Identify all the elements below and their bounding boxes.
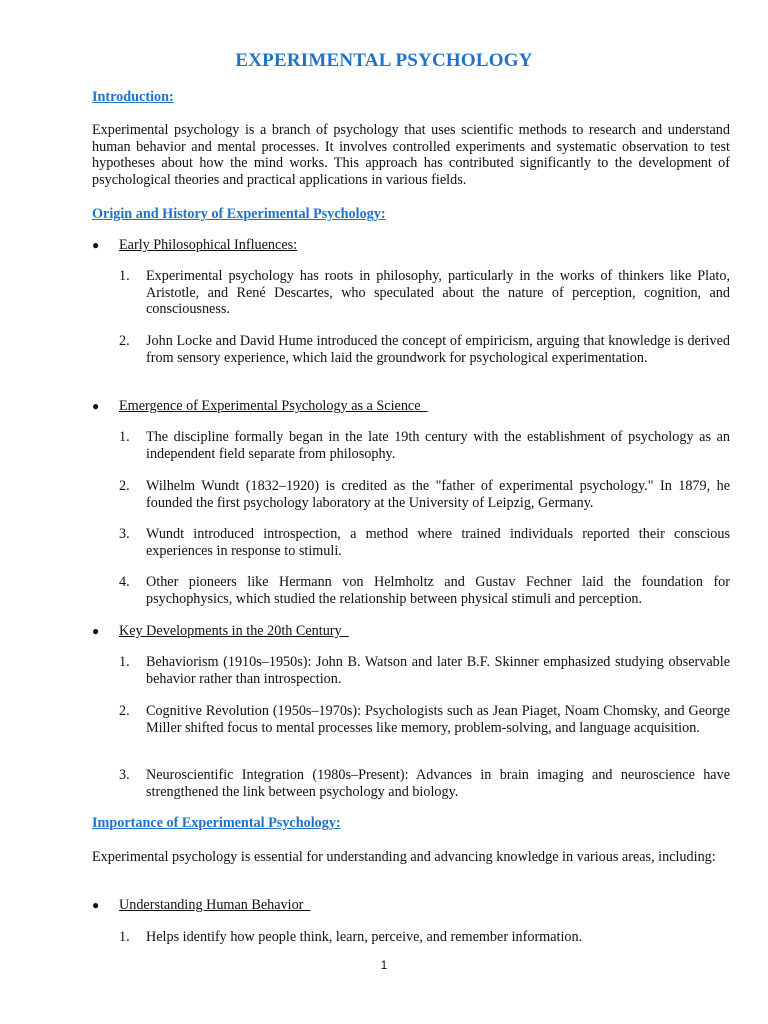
bullet-label: Understanding Human Behavior (119, 897, 311, 913)
bullet-icon: ● (92, 238, 100, 252)
item-number: 2. (119, 333, 130, 349)
importance-paragraph: Experimental psychology is essential for understanding and advancing knowledge in various areas, including: (92, 849, 716, 865)
bullet-icon: ● (92, 898, 100, 912)
item-number: 1. (119, 429, 130, 445)
item-number: 4. (119, 574, 130, 590)
origin-heading: Origin and History of Experimental Psychology: (92, 206, 386, 222)
introduction-paragraph: Experimental psychology is a branch of psychology that uses scientific methods to research and understand human behavior and mental processes. It involves controlled experiments and systematic observation to test hypotheses about how the mind works. This approach has contributed significantly to the development of psychological theories and practical applications in various fields. (92, 122, 730, 188)
item-text: Neuroscientific Integration (1980s–Present): Advances in brain imaging and neuroscience have strengthened the link between psychology and biology. (146, 767, 730, 800)
bullet-label: Key Developments in the 20th Century (119, 623, 349, 639)
document-title: EXPERIMENTAL PSYCHOLOGY (235, 50, 533, 71)
importance-heading: Importance of Experimental Psychology: (92, 815, 341, 831)
bullet-label: Early Philosophical Influences: (119, 237, 298, 253)
bullet-icon: ● (92, 399, 100, 413)
item-text: Cognitive Revolution (1950s–1970s): Psychologists such as Jean Piaget, Noam Chomsky, and George Miller shifted focus to mental processes like memory, problem-solving, and language acquisition. (146, 703, 730, 736)
item-text: Experimental psychology has roots in philosophy, particularly in the works of thinkers like Plato, Aristotle, and René Descartes, who speculated about the nature of perception, cognition, and consciousness. (146, 268, 730, 317)
item-number: 2. (119, 703, 130, 719)
item-text: Wundt introduced introspection, a method where trained individuals reported their conscious experiences in response to stimuli. (146, 526, 730, 559)
item-text: Helps identify how people think, learn, perceive, and remember information. (146, 929, 583, 945)
item-number: 1. (119, 654, 130, 670)
bullet-label: Emergence of Experimental Psychology as a Science (119, 398, 428, 414)
bullet-icon: ● (92, 624, 100, 638)
item-text: Behaviorism (1910s–1950s): John B. Watson and later B.F. Skinner emphasized studying observable behavior rather than introspection. (146, 654, 730, 687)
introduction-heading: Introduction: (92, 89, 174, 105)
item-text: The discipline formally began in the late 19th century with the establishment of psychology as an independent field separate from philosophy. (146, 429, 730, 462)
item-text: Wilhelm Wundt (1832–1920) is credited as the "father of experimental psychology." In 1879, he founded the first psychology laboratory at the University of Leipzig, Germany. (146, 478, 730, 511)
item-number: 3. (119, 526, 130, 542)
item-number: 3. (119, 767, 130, 783)
item-number: 2. (119, 478, 130, 494)
item-number: 1. (119, 268, 130, 284)
item-text: John Locke and David Hume introduced the concept of empiricism, arguing that knowledge is derived from sensory experience, which laid the groundwork for psychological experimentation. (146, 333, 730, 366)
item-text: Other pioneers like Hermann von Helmholtz and Gustav Fechner laid the foundation for psychophysics, which studied the relationship between physical stimuli and perception. (146, 574, 730, 607)
item-number: 1. (119, 929, 130, 945)
page-number: 1 (380, 958, 388, 972)
